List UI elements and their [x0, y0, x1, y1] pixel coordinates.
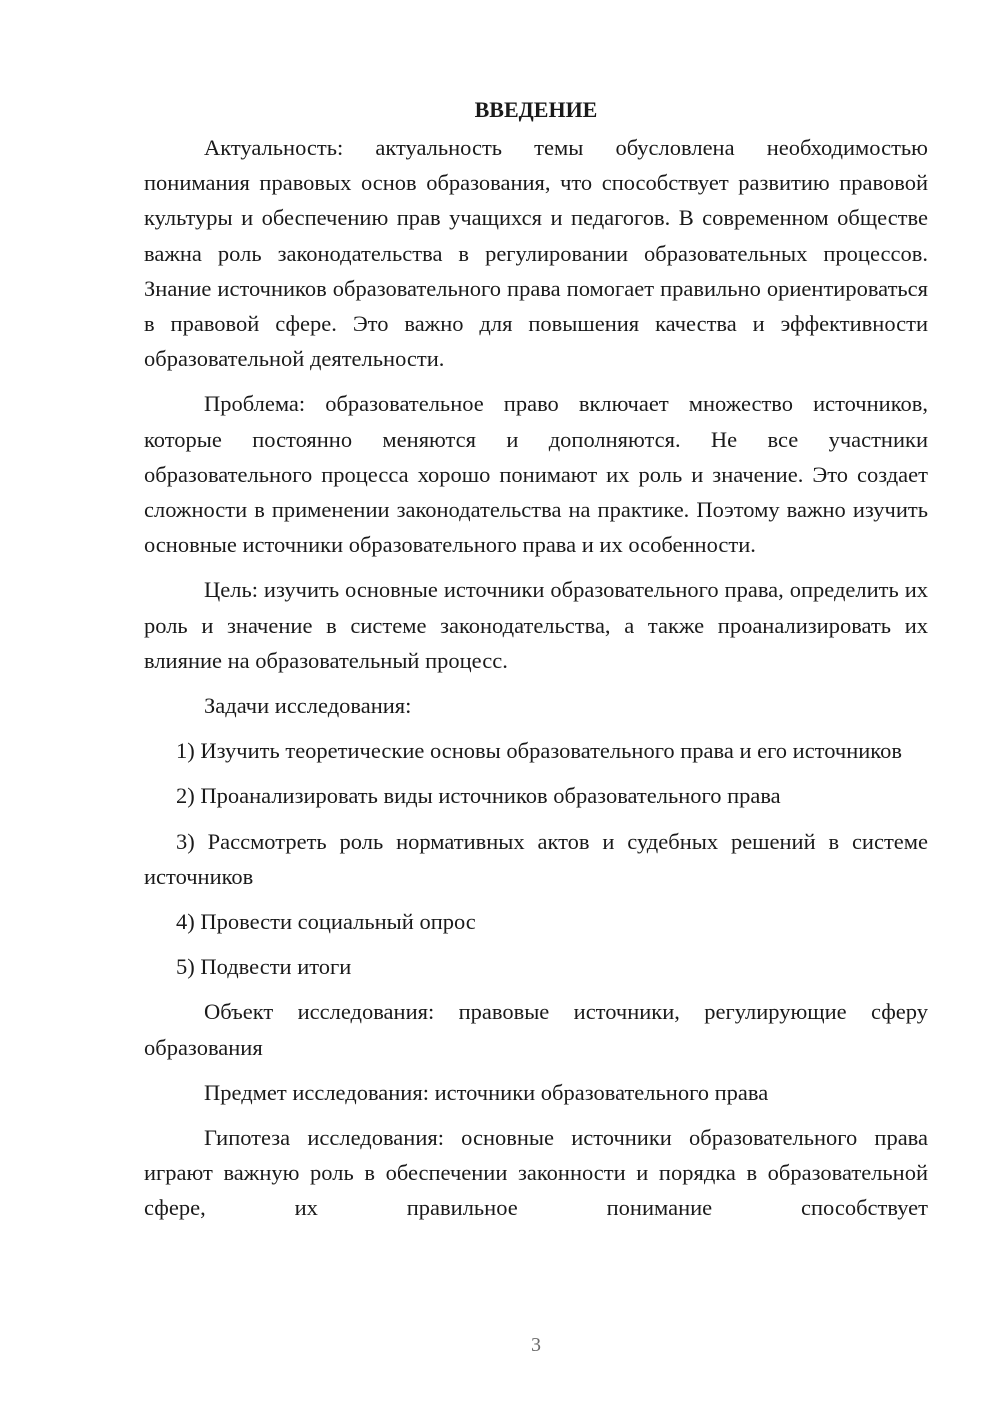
- section-title: ВВЕДЕНИЕ: [474, 97, 598, 122]
- goal-paragraph: Цель: изучить основные источники образовательного права, определить их роль и значение в системе законодательства, а также проанализировать их влияние на образовательный процесс.: [144, 577, 928, 673]
- object-paragraph: Объект исследования: правовые источники, регулирующие сферу образования: [144, 999, 928, 1060]
- task-item: 3) Рассмотреть роль нормативных актов и судебных решений в системе источников: [144, 828, 928, 889]
- task-item: 4) Провести социальный опрос: [176, 909, 476, 935]
- page-number: 3: [531, 1334, 541, 1356]
- task-item: 5) Подвести итоги: [176, 954, 352, 980]
- task-item: 2) Проанализировать виды источников образовательного права: [176, 783, 781, 809]
- subject-paragraph: Предмет исследования: источники образовательного права: [204, 1079, 769, 1105]
- tasks-heading: Задачи исследования:: [204, 693, 412, 719]
- hypothesis-paragraph: Гипотеза исследования: основные источники образовательного права играют важную роль в обеспечении законности и порядка в образовательной сфере, их правильное понимание способствует: [144, 1125, 928, 1221]
- relevance-paragraph: Актуальность: актуальность темы обусловлена необходимостью понимания правовых основ образования, что способствует развитию правовой культуры и обеспечению прав учащихся и педагогов. В современном обществе важна роль законодательства в регулировании образовательных процессов. Знание источников образовательного права помогает правильно ориентироваться в правовой сфере. Это важно для повышения качества и эффективности образовательной деятельности.: [144, 135, 928, 372]
- problem-paragraph: Проблема: образовательное право включает множество источников, которые постоянно меняются и дополняются. Не все участники образовательного процесса хорошо понимают их роль и значение. Это создает сложности в применении законодательства на практике. Поэтому важно изучить основные источники образовательного права и их особенности.: [144, 391, 928, 558]
- document-page: [144, 92, 928, 1236]
- task-item: 1) Изучить теоретические основы образовательного права и его источников: [176, 738, 902, 764]
